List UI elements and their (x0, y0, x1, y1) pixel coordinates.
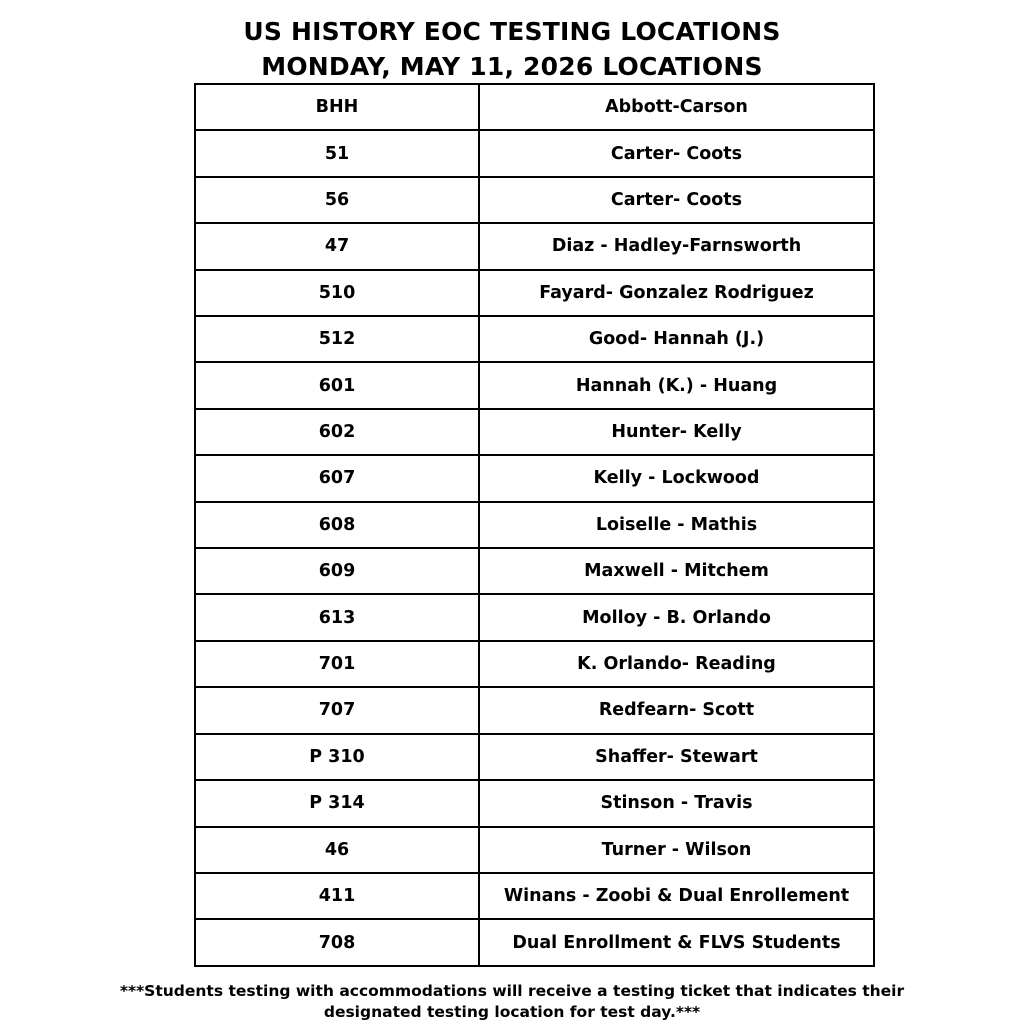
room-cell: 601 (195, 362, 479, 408)
page-title: US HISTORY EOC TESTING LOCATIONS (243, 17, 781, 46)
names-range-cell: Winans - Zoobi & Dual Enrollement (479, 873, 874, 919)
page-subtitle-date: MONDAY, MAY 11, 2026 LOCATIONS (261, 52, 763, 81)
room-cell: BHH (195, 84, 479, 130)
names-range-cell: Fayard- Gonzalez Rodriguez (479, 270, 874, 316)
room-cell: 609 (195, 548, 479, 594)
names-range-cell: Good- Hannah (J.) (479, 316, 874, 362)
table-row (195, 502, 874, 548)
table-row (195, 873, 874, 919)
room-cell: 613 (195, 594, 479, 640)
names-range-cell: Carter- Coots (479, 177, 874, 223)
names-range-cell: Stinson - Travis (479, 780, 874, 826)
room-cell: 510 (195, 270, 479, 316)
table-row (195, 641, 874, 687)
accommodations-footnote: ***Students testing with accommodations will receive a testing ticket that indicates their designated testing location for test day.*** (119, 982, 905, 1021)
table-body (195, 84, 874, 966)
room-cell: 411 (195, 873, 479, 919)
names-range-cell: Hunter- Kelly (479, 409, 874, 455)
table-row (195, 919, 874, 966)
room-cell: 607 (195, 455, 479, 501)
table-row (195, 827, 874, 873)
names-range-cell: Redfearn- Scott (479, 687, 874, 733)
names-range-cell: Dual Enrollment & FLVS Students (479, 919, 874, 966)
names-range-cell: K. Orlando- Reading (479, 641, 874, 687)
room-cell: 608 (195, 502, 479, 548)
table-row (195, 409, 874, 455)
names-range-cell: Abbott-Carson (479, 84, 874, 130)
names-range-cell: Molloy - B. Orlando (479, 594, 874, 640)
table-row (195, 548, 874, 594)
room-cell: 46 (195, 827, 479, 873)
room-cell: 708 (195, 919, 479, 966)
names-range-cell: Carter- Coots (479, 130, 874, 176)
room-cell: 47 (195, 223, 479, 269)
table-row (195, 594, 874, 640)
table-row (195, 177, 874, 223)
table-row (195, 130, 874, 176)
room-cell: 512 (195, 316, 479, 362)
table-row (195, 84, 874, 130)
table-row (195, 223, 874, 269)
room-cell: 56 (195, 177, 479, 223)
table-row (195, 687, 874, 733)
room-cell: P 314 (195, 780, 479, 826)
names-range-cell: Turner - Wilson (479, 827, 874, 873)
names-range-cell: Hannah (K.) - Huang (479, 362, 874, 408)
table-row (195, 780, 874, 826)
testing-locations-table (194, 83, 875, 967)
table-row (195, 734, 874, 780)
room-cell: 701 (195, 641, 479, 687)
names-range-cell: Loiselle - Mathis (479, 502, 874, 548)
table-row (195, 316, 874, 362)
names-range-cell: Kelly - Lockwood (479, 455, 874, 501)
room-cell: 51 (195, 130, 479, 176)
names-range-cell: Shaffer- Stewart (479, 734, 874, 780)
room-cell: P 310 (195, 734, 479, 780)
names-range-cell: Maxwell - Mitchem (479, 548, 874, 594)
table-row (195, 362, 874, 408)
table-row (195, 455, 874, 501)
names-range-cell: Diaz - Hadley-Farnsworth (479, 223, 874, 269)
room-cell: 707 (195, 687, 479, 733)
table-row (195, 270, 874, 316)
room-cell: 602 (195, 409, 479, 455)
